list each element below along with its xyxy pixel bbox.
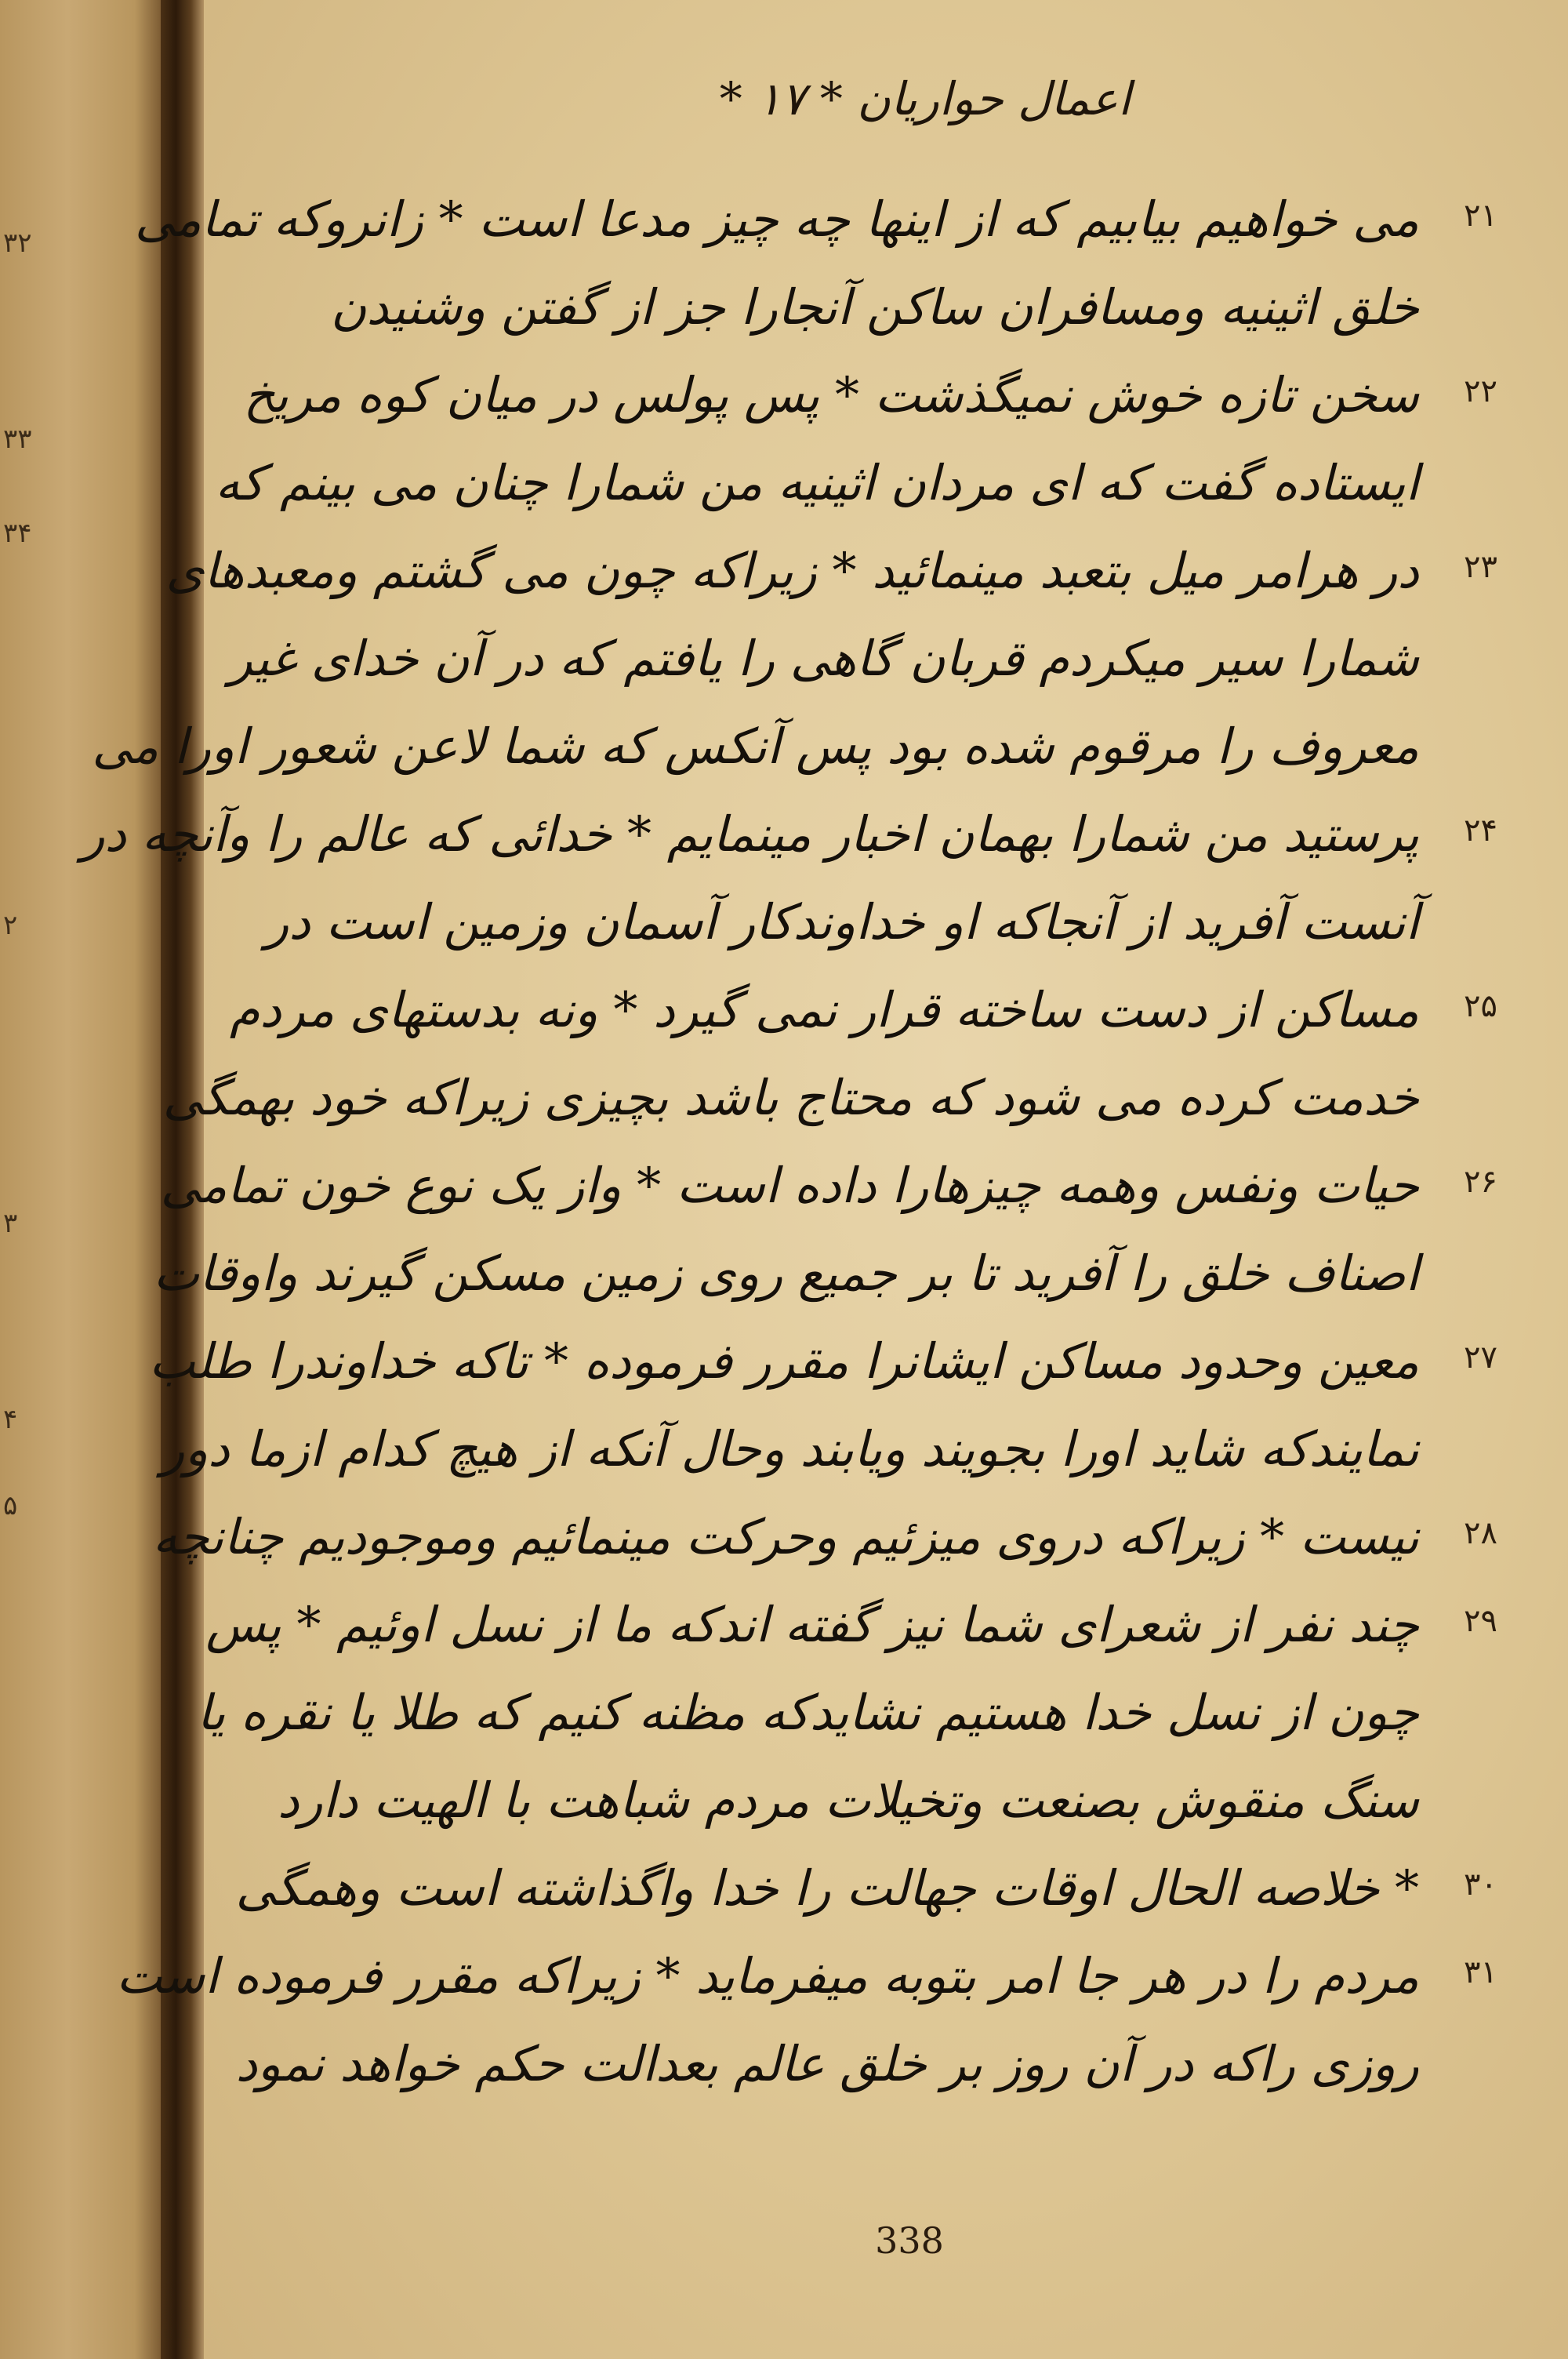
text-line — [81, 795, 1497, 883]
page-number: 338 — [875, 2219, 944, 2262]
line-text: سنگ منقوش بصنعت وتخیلات مردم شباهت با الهیت دارد — [278, 1772, 1419, 1829]
text-line — [235, 1849, 1497, 1937]
line-text: اصناف خلق را آفرید تا بر جمیع روی زمین مسکن گیرند واوقات — [153, 1245, 1419, 1302]
text-line — [265, 883, 1490, 971]
verse-number: ۲۱ — [1464, 198, 1497, 234]
line-text: می خواهیم بیابیم که از اینها چه چیز مدعا است * زانروکه تمامی — [134, 191, 1419, 248]
line-text: روزی راکه در آن روز بر خلق عالم بعدالت حکم خواهد نمود — [235, 2035, 1419, 2092]
text-line — [92, 707, 1490, 795]
text-line — [215, 444, 1490, 532]
text-line — [152, 1498, 1497, 1586]
line-text: شمارا سیر میکردم قربان گاهی را یافتم که در آن خدای غیر — [228, 630, 1419, 687]
line-text: چون از نسل خدا هستیم نشایدکه مظنه کنیم که طلا یا نقره یا — [197, 1684, 1419, 1741]
verse-number: ۲۸ — [1464, 1515, 1497, 1551]
line-text: خدمت کرده می شود که محتاج باشد بچیزی زیراکه خود بهمگی — [162, 1069, 1419, 1126]
text-line — [235, 2025, 1490, 2113]
text-line — [153, 1234, 1490, 1322]
text-line — [243, 356, 1497, 444]
text-line — [116, 1937, 1497, 2025]
verse-number: ۲۵ — [1464, 988, 1497, 1024]
text-line — [162, 1059, 1490, 1147]
page-header: اعمال حواریان * ۱۷ * — [719, 72, 1131, 125]
left-margin-number: ۳۳ — [3, 423, 32, 455]
verse-number: ۲۷ — [1464, 1339, 1497, 1376]
verse-number: ۳۱ — [1464, 1954, 1497, 1990]
line-text: خلق اثینیه ومسافران ساکن آنجارا جز از گفتن وشنیدن — [330, 278, 1419, 336]
line-text: * خلاصه الحال اوقات جهالت را خدا واگذاشته است وهمگی — [235, 1859, 1419, 1917]
text-line — [205, 1586, 1497, 1674]
line-text: در هرامر میل بتعبد مینمائید * زیراکه چون می گشتم ومعبدهای — [165, 542, 1419, 599]
text-line — [229, 971, 1497, 1059]
line-text: معین وحدود مساکن ایشانرا مقرر فرموده * تاکه خداوندرا طلب — [149, 1332, 1419, 1390]
text-line — [197, 1674, 1490, 1761]
line-text: مردم را در هر جا امر بتوبه میفرماید * زیراکه مقرر فرموده است — [116, 1947, 1419, 2005]
left-margin-number: ۵ — [3, 1490, 18, 1521]
text-line — [161, 1410, 1490, 1498]
line-text: نمایندکه شاید اورا بجویند ویابند وحال آنکه از هیچ کدام ازما دور — [161, 1420, 1419, 1478]
verse-number: ۲۳ — [1464, 549, 1497, 585]
line-text: معروف را مرقوم شده بود پس آنکس که شما لاعن شعور اورا می — [92, 718, 1419, 775]
verse-number: ۲۲ — [1464, 373, 1497, 409]
text-line — [134, 180, 1497, 268]
text-line — [278, 1761, 1490, 1849]
left-margin-number: ۲ — [3, 910, 18, 941]
text-block — [81, 180, 1497, 2113]
left-margin-number: ۴ — [3, 1404, 18, 1435]
verse-number: ۲۶ — [1464, 1164, 1497, 1200]
line-text: پرستید من شمارا بهمان اخبار مینمایم * خدائی که عالم را وآنچه در — [81, 805, 1419, 863]
text-line — [165, 532, 1497, 620]
left-margin-number: ۳ — [3, 1208, 18, 1239]
line-text: ایستاده گفت که ای مردان اثینیه من شمارا چنان می بینم که — [215, 454, 1419, 511]
text-line — [160, 1147, 1497, 1234]
text-line — [228, 620, 1490, 707]
text-line — [330, 268, 1490, 356]
line-text: حیات ونفس وهمه چیزهارا داده است * واز یک نوع خون تمامی — [160, 1157, 1419, 1214]
left-margin-number: ۳۲ — [3, 227, 32, 259]
text-line — [149, 1322, 1497, 1410]
verse-number: ۳۰ — [1464, 1866, 1497, 1903]
verse-number: ۲۴ — [1464, 812, 1497, 849]
line-text: چند نفر از شعرای شما نیز گفته اندکه ما از نسل اوئیم * پس — [205, 1596, 1419, 1653]
line-text: آنست آفرید از آنجاکه او خداوندکار آسمان وزمین است در — [265, 893, 1419, 951]
verse-number: ۲۹ — [1464, 1603, 1497, 1639]
left-margin-number: ۳۴ — [3, 518, 32, 549]
line-text: سخن تازه خوش نمیگذشت * پس پولس در میان کوه مریخ — [243, 366, 1419, 423]
line-text: مساکن از دست ساخته قرار نمی گیرد * ونه بدستهای مردم — [229, 981, 1419, 1038]
line-text: نیست * زیراکه دروی میزئیم وحرکت مینمائیم وموجودیم چنانچه — [152, 1508, 1419, 1565]
